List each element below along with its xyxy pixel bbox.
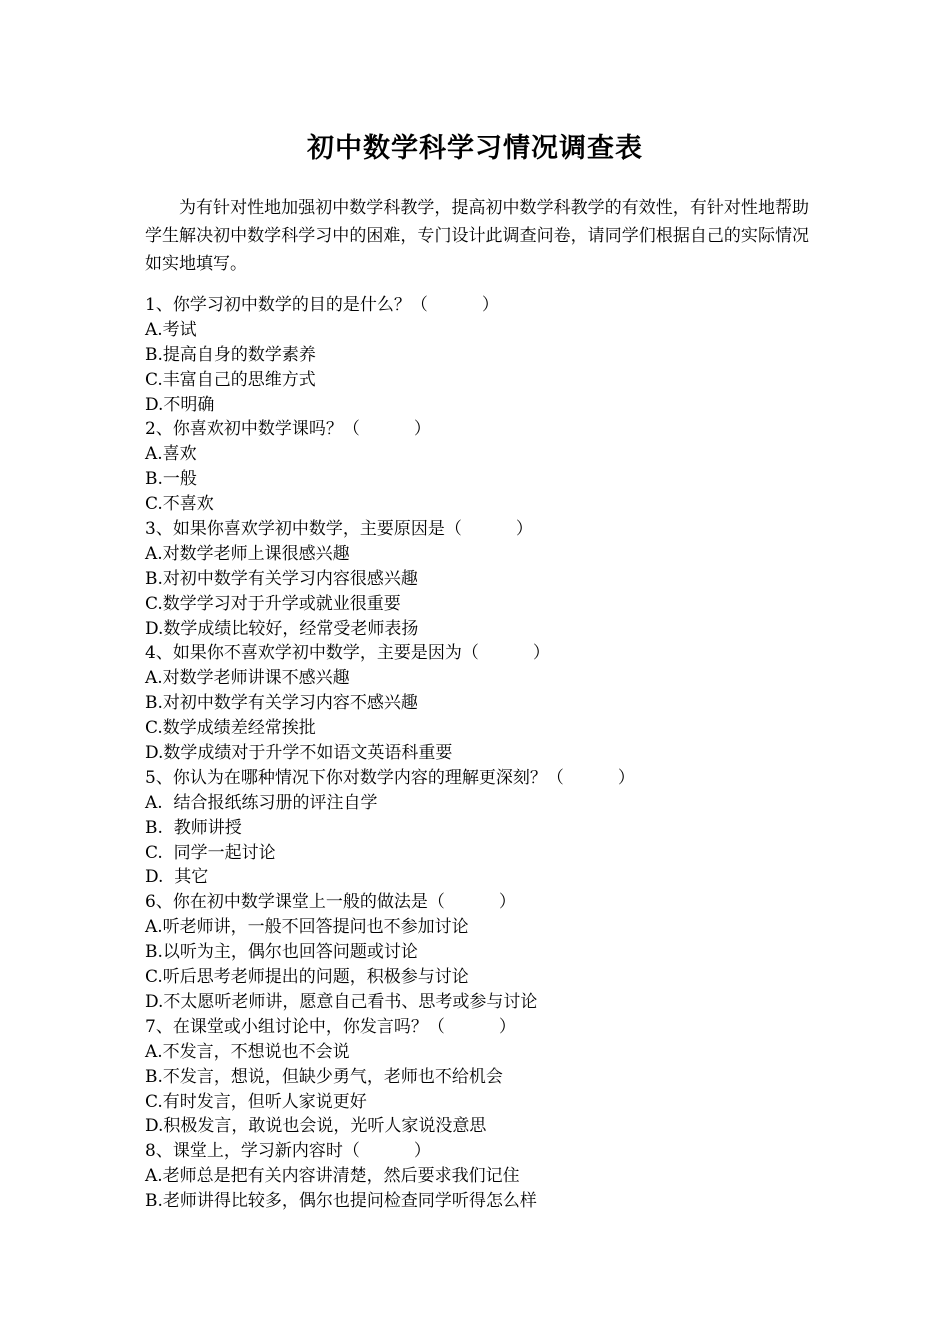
question-7 xyxy=(145,1015,825,1139)
answer-option: A.对数学老师讲课不感兴趣 xyxy=(145,668,350,689)
answer-option: A.不发言，不想说也不会说 xyxy=(145,1041,350,1062)
answer-option: C.有时发言，但听人家说更好 xyxy=(145,1091,367,1112)
answer-option: D.数学成绩比较好，经常受老师表扬 xyxy=(145,618,419,639)
answer-option: B.对初中数学有关学习内容很感兴趣 xyxy=(145,568,418,589)
answer-option: D.数学成绩对于升学不如语文英语科重要 xyxy=(145,743,453,764)
answer-option: C.数学成绩差经常挨批 xyxy=(145,718,316,739)
question-4 xyxy=(145,641,825,765)
question-text: 2、你喜欢初中数学课吗？（ ） xyxy=(145,419,431,440)
question-3 xyxy=(145,517,825,641)
answer-option: B.提高自身的数学素养 xyxy=(145,344,316,365)
intro-paragraph: 为有针对性地加强初中数学科教学，提高初中数学科教学的有效性，有针对性地帮助学生解决初中数学科学习中的困难，专门设计此调查问卷，请同学们根据自己的实际情况如实地填写。 xyxy=(145,198,809,274)
document-title: 初中数学科学习情况调查表 xyxy=(307,133,643,164)
answer-option: A.喜欢 xyxy=(145,444,197,465)
answer-option: B.不发言，想说，但缺少勇气，老师也不给机会 xyxy=(145,1066,503,1087)
answer-option: A.对数学老师上课很感兴趣 xyxy=(145,543,350,564)
answer-option: D.不明确 xyxy=(145,394,215,415)
question-text: 3、如果你喜欢学初中数学，主要原因是（ ） xyxy=(145,519,533,540)
answer-option: D.不太愿听老师讲，愿意自己看书、思考或参与讨论 xyxy=(145,991,538,1012)
question-8 xyxy=(145,1139,825,1214)
answer-option: C.丰富自己的思维方式 xyxy=(145,369,316,390)
answer-option: A.考试 xyxy=(145,319,197,340)
answer-option: A. 结合报纸练习册的评注自学 xyxy=(145,792,378,813)
answer-option: C.数学学习对于升学或就业很重要 xyxy=(145,593,401,614)
answer-option: B. 教师讲授 xyxy=(145,817,242,838)
answer-option: A.老师总是把有关内容讲清楚，然后要求我们记住 xyxy=(145,1166,520,1187)
question-1 xyxy=(145,293,825,417)
answer-option: C. 同学一起讨论 xyxy=(145,842,276,863)
answer-option: C.不喜欢 xyxy=(145,494,214,515)
answer-option: B.以听为主，偶尔也回答问题或讨论 xyxy=(145,942,418,963)
question-5 xyxy=(145,766,825,890)
question-2 xyxy=(145,417,825,517)
question-text: 4、如果你不喜欢学初中数学，主要是因为（ ） xyxy=(145,643,550,664)
question-text: 7、在课堂或小组讨论中，你发言吗？（ ） xyxy=(145,1016,516,1037)
question-text: 6、你在初中数学课堂上一般的做法是（ ） xyxy=(145,892,516,913)
answer-option: A.听老师讲，一般不回答提问也不参加讨论 xyxy=(145,917,469,938)
question-text: 5、你认为在哪种情况下你对数学内容的理解更深刻？（ ） xyxy=(145,767,635,788)
answer-option: D.积极发言，敢说也会说，光听人家说没意思 xyxy=(145,1116,487,1137)
question-text: 1、你学习初中数学的目的是什么？（ ） xyxy=(145,295,499,315)
answer-option: B.一般 xyxy=(145,469,197,490)
question-list xyxy=(145,293,825,1214)
question-text: 8、课堂上，学习新内容时（ ） xyxy=(145,1141,431,1162)
answer-option: D. 其它 xyxy=(145,867,209,888)
answer-option: B.老师讲得比较多，偶尔也提问检查同学听得怎么样 xyxy=(145,1191,537,1212)
answer-option: B.对初中数学有关学习内容不感兴趣 xyxy=(145,693,418,714)
question-6 xyxy=(145,890,825,1014)
answer-option: C.听后思考老师提出的问题，积极参与讨论 xyxy=(145,967,469,988)
